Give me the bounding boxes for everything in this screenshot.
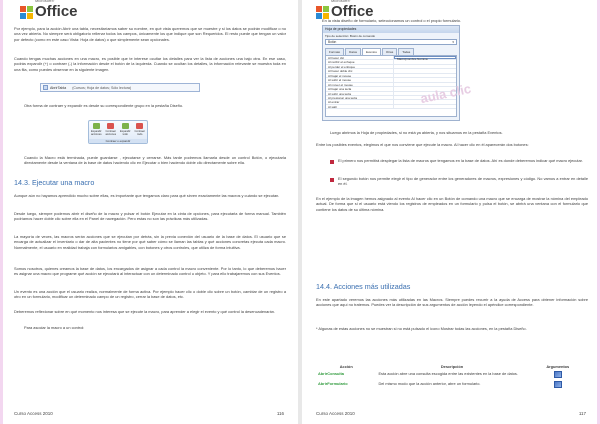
column-header: Descripción [440,364,464,369]
property-sheet-title: Hoja de propiedades [323,26,459,33]
bullet-text: El segundo botón nos permite elegir el tipo de generador entre los generadores de macros, expresiones y código. No vamos a entrar en detalle en él. [338,176,588,187]
actions-table [316,363,588,390]
bullet-icon [330,160,334,164]
page-number: 116 [276,411,284,416]
section-title: Acciones más utilizadas [333,282,411,291]
expand-all-button[interactable] [118,123,133,136]
bullet-text: El primero nos permitirá desplegar la lista de macros que tengamos en la base de datos. Ahí es donde deberemos indicar qué macro ejecutar. [338,158,583,163]
arguments-icon[interactable] [554,371,562,378]
logo-brand: Office [35,3,78,20]
selection-dropdown[interactable] [325,39,457,45]
section-heading [14,178,94,187]
tab-formato[interactable]: Formato [325,48,344,55]
paragraph: Desde luego, siempre podemos abrir el diseño de la macro y pulsar el botón Ejecutar en la cinta de opciones, para ejecutarla de forma manual. También podríamos hacer doble clic sobre ella en el Panel de navegación. Pero estas no son las prácticas más utilizadas. [14,211,286,222]
tab-todas[interactable]: Todas [398,48,414,55]
ribbon-group-name: Contraer o expandir [89,139,147,143]
logo-microsoft: Microsoft® [35,0,55,3]
ribbon-group-contraer-expandir [88,120,148,144]
footer-title: Curso Access 2010 [14,411,53,416]
property-row[interactable] [326,105,456,109]
paragraph: Cuando tengas muchas acciones en una macro, es posible que te interese ocultar los detalles para ver la lista de acciones una bajo otra. En ese caso, podrás expandir (+) o contraer (-) la información desde el botón de la izquierda. Cuando se ocultan los detalles, la información relevante se muestra toda en una fila, como puedes observar en la siguiente imagen. [14,56,286,72]
section-number: 14.4. [316,282,332,291]
collapse-actions-button[interactable] [104,123,119,136]
logo-microsoft: Microsoft® [331,0,351,3]
tab-datos[interactable]: Datos [345,48,361,55]
button-label: Expandir todo [119,130,131,136]
property-value[interactable] [394,65,456,68]
page-left [0,0,298,424]
page-number: 117 [578,411,586,416]
expand-all-icon [122,123,129,129]
property-value[interactable] [394,60,456,63]
property-name: Al hacer doble clic [326,69,394,72]
office-logo-icon [20,6,33,19]
macro-action-args: (Cursos; Hoja de datos; Sólo lectura) [72,85,132,90]
section-heading [316,282,410,291]
paragraph: Por ejemplo, para la acción Abrir una tabla, necesitaríamos saber su nombre, en qué vista queremos que se muestre y si los datos se podrán modificar o no una vez abierta. No siempre será obligatorio rellenar todos los campos, únicamente los que indique que son Requeridos. El resto puede que tengan un valor por defecto (como en este caso Vista: Hoja de datos) o que simplemente sean opcionales. [14,26,286,42]
property-name: Al mover el mouse [326,83,394,86]
action-description: Del mismo modo que la acción anterior, abre un formulario. [378,381,481,386]
page-right [302,0,600,424]
paragraph: Deberemos reflexionar sobre en qué momento nos interesa que se ejecute la macro, para aprender a elegir el evento y qué control la desencadenarán. [14,309,276,314]
property-value[interactable] [394,78,456,81]
table-row [316,380,588,390]
action-description: Esta acción abre una consulta escogida entre las existentes en la base de datos. [378,371,518,376]
macro-collapsed-row[interactable] [40,83,200,92]
collapse-all-button[interactable] [133,123,148,136]
paragraph: Aunque aún no hayamos aprendido mucho sobre ellas, es importante que tengamos claro para qué sirven exactamente las macros y cuándo se ejecutan. [14,193,280,198]
column-header: Acción [339,364,353,369]
property-name: Al hacer clic [326,56,394,59]
property-name: Al bajar una tecla [326,87,394,90]
property-sheet [322,25,460,121]
paragraph: Para asociar la macro a un control: [24,325,85,330]
property-value[interactable] [394,69,456,72]
chevron-down-icon: ▾ [452,40,454,44]
selection-type-label: Tipo de selección: Botón de comando [325,34,376,38]
paragraph: En la vista diseño de formulario, seleccionamos un control o el propio formulario. [322,18,462,23]
office-logo [316,0,374,20]
selected-control: Botón [328,40,337,44]
button-label: Expandir acciones [90,130,102,136]
paragraph: Somos nosotros, quienes creamos la base de datos, los encargados de asignar a cada control la macro conveniente. Por lo tanto, lo que deberemos hacer es asignar una macro que programe qué acción se ejecutará al interactuar con un determinado control u objeto. Y para ello trabajaremos con sus Eventos. [14,266,286,277]
expand-actions-button[interactable] [89,123,104,136]
property-grid [325,55,457,117]
collapse-all-icon [136,123,143,129]
watermark: aula clic [419,80,473,107]
property-name: Al subir el mouse [326,78,394,81]
bullet-icon [330,178,334,182]
property-name: Al perder el enfoque [326,65,394,68]
footer-title: Curso Access 2010 [316,411,355,416]
arguments-icon[interactable] [554,381,562,388]
action-name: AbrirConsulta [318,371,344,376]
paragraph: * Algunas de estas acciones no se muestran si no está pulsado el icono Mostrar todas las acciones, en la pestaña Diseño. [316,326,527,331]
property-tabs [325,48,457,55]
paragraph: Entre los posibles eventos, elegimos el que nos conviene que ejecute la macro. Al hacer clic en él aparecerán dos botones: [316,142,529,147]
table-row [316,370,588,380]
paragraph: Cuando la Macro está terminada, puede guardarse , ejecutarse y cerrarse. Más tarde podremos llamarla desde un control Botón, o ejecutarla directamente desde la ventana de la base de datos haciendo clic en Ejecutar o bien haciendo doble clic directamente sobre ella. [24,155,286,166]
button-label: Contraer acciones [105,130,117,136]
expand-icon [93,123,100,129]
paragraph: Otra forma de contraer y expandir es desde su correspondiente grupo en la pestaña Diseño. [24,103,184,108]
property-name: Al entrar [326,100,394,103]
property-name: Al subir una tecla [326,92,394,95]
arguments-cell [528,370,588,380]
property-name: Al presionar una tecla [326,96,394,99]
property-name: Al bajar el mouse [326,74,394,77]
logo-brand: Office [331,3,374,20]
paragraph: En el ejemplo de la imagen hemos asignado al evento Al hacer clic en un Botón de comando una macro que se encarga de mostrar la nómina del empleado actual. De forma que si el usuario está viendo los registros de empleados en un formulario y pulsa el botón, se abrirá una ventana con el formulario que contiene los datos de su última nómina. [316,196,588,212]
office-logo [20,0,78,20]
tab-otras[interactable]: Otras [382,48,397,55]
property-value[interactable]: Macro[nombre.Nomina [394,56,456,59]
tab-eventos[interactable]: Eventos [362,48,381,55]
property-value[interactable] [394,74,456,77]
paragraph: La mayoría de veces, las macros serán acciones que se ejecutan por detrás, sin la previa conexión del usuario de la base de datos. El usuario que se encarga de actualizar el inventario o dar de alta pacientes no tiene por qué saber cómo se llaman las tablas y qué acciones concretas ejecuta cada macro. Normalmente, el usuario en realidad trabaja con formularios amigables, con botones y otros controles, que utiliza de forma intuitiva. [14,234,286,250]
section-title: Ejecutar una macro [32,178,95,187]
collapse-icon [107,123,114,129]
expand-icon[interactable] [43,85,48,90]
action-name: AbrirFormulario [318,381,348,386]
margin-decoration [0,0,3,424]
section-number: 14.3. [14,178,30,187]
property-name: Al salir [326,105,394,108]
property-name: Al recibir el enfoque [326,60,394,63]
paragraph: Luego abrimos la Hoja de propiedades, si no está ya abierta, y nos situamos en la pestaña Eventos. [330,130,503,135]
column-header: Argumentos [546,364,570,369]
paragraph: En este apartado veremos las acciones más utilizadas en las Macros. Siempre puedes recurrir a la ayuda de Access para obtener información sobre acciones que aquí no tratemos. Puedes ver la descripción de sus argumentos de acción leyendo el apéndice correspondiente. [316,297,588,308]
button-label: Contraer todo [134,130,145,136]
arguments-cell [528,380,588,390]
paragraph: Un evento es una acción que el usuario realiza, normalmente de forma activa. Por ejemplo hacer clic o doble clic sobre un botón, cambiar de un registro a otro en un formulario, modificar un determinado campo de un registro, cerrar la base de datos, etc. [14,289,286,300]
macro-action-name: AbrirTabla [50,85,67,90]
